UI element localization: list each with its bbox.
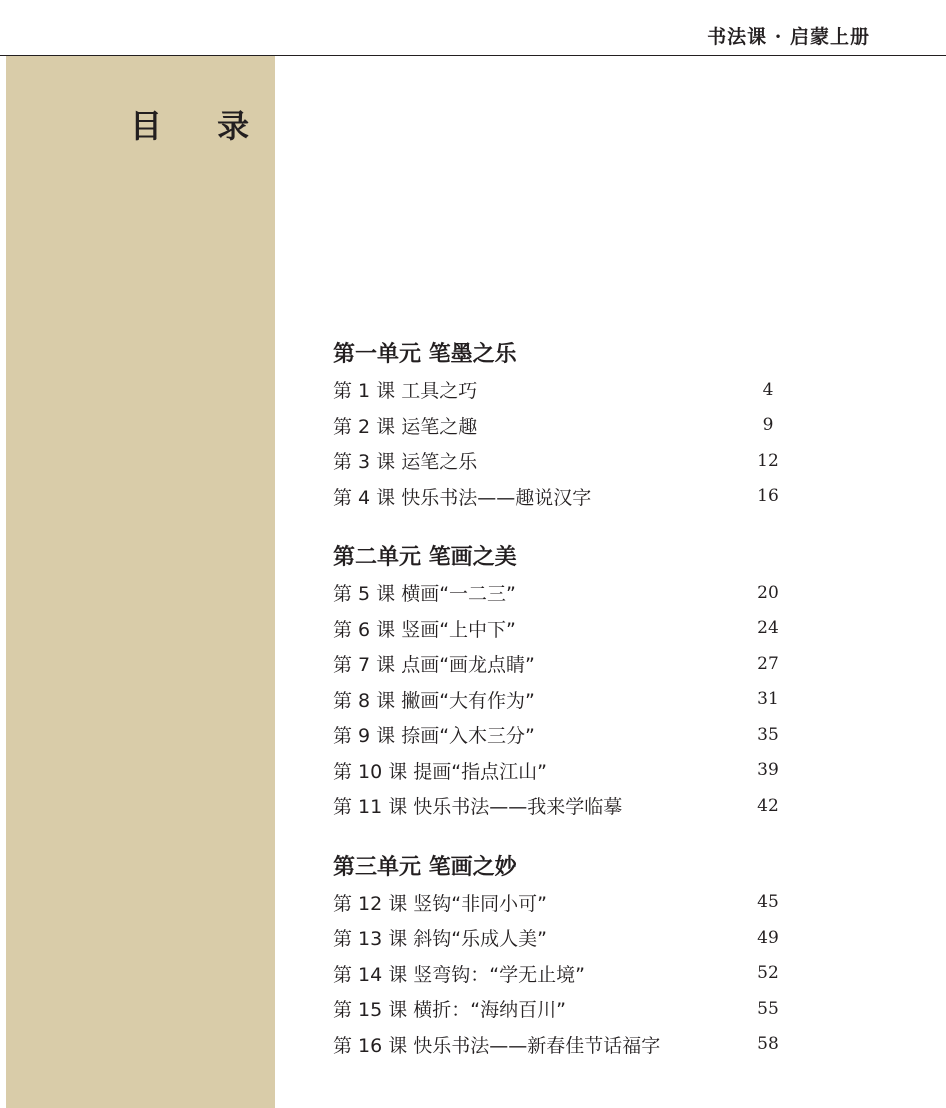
toc-entry[interactable] [333, 646, 793, 682]
unit-section [333, 540, 793, 824]
lesson-label: 第 1 课 工具之巧 [333, 380, 478, 403]
toc-entry[interactable] [333, 885, 793, 921]
page-number: 9 [762, 415, 774, 436]
toc-entry[interactable] [333, 956, 793, 992]
lesson-label: 第 6 课 竖画“上中下” [333, 618, 516, 641]
toc-entry[interactable] [333, 753, 793, 789]
page-number: 20 [757, 582, 779, 603]
page-number: 31 [757, 689, 779, 710]
lesson-label: 第 4 课 快乐书法——趣说汉字 [333, 486, 592, 509]
toc-entry[interactable] [333, 443, 793, 479]
lesson-label: 第 16 课 快乐书法——新春佳节话福字 [333, 1034, 661, 1057]
lesson-label: 第 11 课 快乐书法——我来学临摹 [333, 796, 623, 819]
toc-entry[interactable] [333, 372, 793, 408]
toc-entry[interactable] [333, 479, 793, 515]
lesson-label: 第 5 课 横画“一二三” [333, 583, 516, 606]
page-number: 16 [757, 486, 779, 507]
toc-entry[interactable] [333, 1027, 793, 1063]
lesson-label: 第 9 课 捺画“入木三分” [333, 725, 535, 748]
page-number: 58 [757, 1034, 779, 1055]
sidebar-panel [6, 56, 275, 1108]
unit-title: 第三单元 笔画之妙 [333, 853, 517, 880]
lesson-label: 第 13 课 斜钩“乐成人美” [333, 928, 547, 951]
lesson-label: 第 10 课 提画“指点江山” [333, 760, 547, 783]
page-number: 42 [757, 795, 779, 816]
toc-entry[interactable] [333, 717, 793, 753]
lesson-label: 第 2 课 运笔之趣 [333, 415, 478, 438]
unit-section [333, 337, 793, 514]
lesson-label: 第 15 课 横折：“海纳百川” [333, 999, 566, 1022]
toc-entry[interactable] [333, 991, 793, 1027]
lesson-label: 第 7 课 点画“画龙点睛” [333, 654, 535, 677]
toc-entry[interactable] [333, 611, 793, 647]
unit-title: 第一单元 笔墨之乐 [333, 341, 517, 367]
page-number: 24 [757, 618, 779, 639]
lesson-label: 第 14 课 竖弯钩：“学无止境” [333, 963, 585, 986]
toc-entry[interactable] [333, 920, 793, 956]
page-number: 52 [757, 963, 779, 984]
running-header-title: 书法课 · 启蒙上册 [707, 26, 870, 48]
lesson-label: 第 8 课 撇画“大有作为” [333, 689, 535, 712]
page-number: 4 [762, 379, 774, 400]
unit-section [333, 850, 793, 1063]
lesson-label: 第 3 课 运笔之乐 [333, 451, 478, 474]
toc-entry[interactable] [333, 575, 793, 611]
toc-entry[interactable] [333, 682, 793, 718]
page-number: 27 [757, 653, 779, 674]
page-number: 35 [757, 724, 779, 745]
lesson-label: 第 12 课 竖钩“非同小可” [333, 892, 547, 915]
page-number: 55 [757, 998, 779, 1019]
table-of-contents [333, 337, 793, 1088]
page-number: 39 [757, 760, 779, 781]
page-number: 49 [757, 927, 779, 948]
toc-entry[interactable] [333, 788, 793, 824]
toc-title: 目 录 [130, 107, 272, 145]
page-number: 45 [757, 892, 779, 913]
toc-entry[interactable] [333, 408, 793, 444]
unit-title: 第二单元 笔画之美 [333, 544, 517, 570]
page-number: 12 [757, 450, 779, 471]
